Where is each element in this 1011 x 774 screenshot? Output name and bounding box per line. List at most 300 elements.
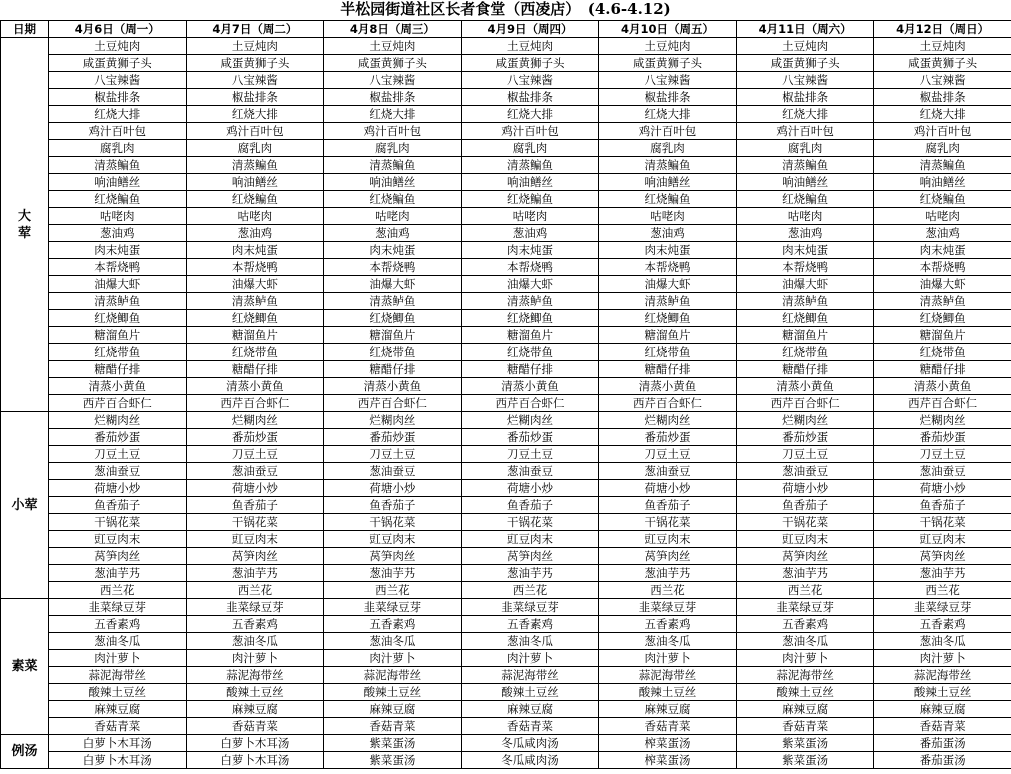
menu-cell: 豇豆肉末 bbox=[461, 531, 599, 548]
menu-cell: 葱油鸡 bbox=[599, 225, 737, 242]
menu-cell: 酸辣土豆丝 bbox=[599, 684, 737, 701]
menu-cell: 葱油鸡 bbox=[874, 225, 1011, 242]
menu-cell: 红烧鳊鱼 bbox=[186, 191, 324, 208]
menu-cell: 红烧带鱼 bbox=[874, 344, 1011, 361]
menu-cell: 番茄炒蛋 bbox=[461, 429, 599, 446]
menu-cell: 八宝辣酱 bbox=[324, 72, 462, 89]
menu-cell: 香菇青菜 bbox=[461, 718, 599, 735]
menu-cell: 咸蛋黄狮子头 bbox=[186, 55, 324, 72]
menu-cell: 葱油鸡 bbox=[324, 225, 462, 242]
menu-cell: 土豆炖肉 bbox=[599, 38, 737, 55]
menu-cell: 红烧鳊鱼 bbox=[874, 191, 1011, 208]
table-row bbox=[1, 480, 1011, 497]
table-row bbox=[1, 446, 1011, 463]
menu-cell: 麻辣豆腐 bbox=[461, 701, 599, 718]
table-row bbox=[1, 633, 1011, 650]
menu-cell: 糖醋仔排 bbox=[736, 361, 874, 378]
menu-cell: 西芹百合虾仁 bbox=[736, 395, 874, 412]
menu-cell: 豇豆肉末 bbox=[599, 531, 737, 548]
menu-cell: 腐乳肉 bbox=[599, 140, 737, 157]
menu-cell: 鱼香茄子 bbox=[186, 497, 324, 514]
menu-cell: 香菇青菜 bbox=[599, 718, 737, 735]
menu-cell: 莴笋肉丝 bbox=[49, 548, 187, 565]
menu-cell: 香菇青菜 bbox=[186, 718, 324, 735]
menu-cell: 响油鳝丝 bbox=[874, 174, 1011, 191]
menu-cell: 咕咾肉 bbox=[599, 208, 737, 225]
menu-cell: 鱼香茄子 bbox=[874, 497, 1011, 514]
menu-cell: 葱油冬瓜 bbox=[49, 633, 187, 650]
menu-cell: 酸辣土豆丝 bbox=[874, 684, 1011, 701]
menu-cell: 清蒸小黄鱼 bbox=[599, 378, 737, 395]
menu-cell: 荷塘小炒 bbox=[874, 480, 1011, 497]
menu-cell: 腐乳肉 bbox=[736, 140, 874, 157]
menu-cell: 红烧大排 bbox=[324, 106, 462, 123]
menu-cell: 麻辣豆腐 bbox=[874, 701, 1011, 718]
menu-cell: 腐乳肉 bbox=[324, 140, 462, 157]
menu-cell: 烂糊肉丝 bbox=[599, 412, 737, 429]
menu-cell: 鸡汁百叶包 bbox=[461, 123, 599, 140]
menu-cell: 红烧大排 bbox=[461, 106, 599, 123]
table-row bbox=[1, 225, 1011, 242]
table-row bbox=[1, 667, 1011, 684]
menu-cell: 土豆炖肉 bbox=[461, 38, 599, 55]
menu-cell: 五香素鸡 bbox=[599, 616, 737, 633]
menu-cell: 清蒸鳊鱼 bbox=[874, 157, 1011, 174]
menu-cell: 烂糊肉丝 bbox=[736, 412, 874, 429]
menu-body bbox=[1, 38, 1011, 769]
table-row bbox=[1, 395, 1011, 412]
menu-cell: 莴笋肉丝 bbox=[324, 548, 462, 565]
table-row bbox=[1, 361, 1011, 378]
menu-cell: 韭菜绿豆芽 bbox=[324, 599, 462, 616]
table-row bbox=[1, 106, 1011, 123]
menu-cell: 榨菜蛋汤 bbox=[599, 752, 737, 769]
menu-cell: 咸蛋黄狮子头 bbox=[461, 55, 599, 72]
menu-cell: 糖醋仔排 bbox=[599, 361, 737, 378]
menu-cell: 鱼香茄子 bbox=[49, 497, 187, 514]
menu-cell: 红烧鲫鱼 bbox=[186, 310, 324, 327]
menu-cell: 鱼香茄子 bbox=[599, 497, 737, 514]
menu-cell: 咕咾肉 bbox=[874, 208, 1011, 225]
menu-cell: 肉汁萝卜 bbox=[736, 650, 874, 667]
table-row bbox=[1, 344, 1011, 361]
menu-cell: 香菇青菜 bbox=[324, 718, 462, 735]
menu-cell: 肉末炖蛋 bbox=[736, 242, 874, 259]
menu-cell: 酸辣土豆丝 bbox=[49, 684, 187, 701]
table-row bbox=[1, 735, 1011, 752]
menu-cell: 肉汁萝卜 bbox=[324, 650, 462, 667]
category-label: 例汤 bbox=[1, 735, 49, 769]
menu-cell: 腐乳肉 bbox=[186, 140, 324, 157]
menu-cell: 椒盐排条 bbox=[461, 89, 599, 106]
menu-cell: 清蒸小黄鱼 bbox=[324, 378, 462, 395]
day-column-header: 4月7日（周二） bbox=[186, 21, 324, 38]
header-row bbox=[1, 21, 1011, 38]
menu-cell: 清蒸鳊鱼 bbox=[49, 157, 187, 174]
table-row bbox=[1, 55, 1011, 72]
menu-cell: 响油鳝丝 bbox=[736, 174, 874, 191]
menu-cell: 土豆炖肉 bbox=[186, 38, 324, 55]
menu-cell: 香菇青菜 bbox=[49, 718, 187, 735]
menu-cell: 葱油蚕豆 bbox=[49, 463, 187, 480]
menu-cell: 葱油蚕豆 bbox=[874, 463, 1011, 480]
menu-cell: 八宝辣酱 bbox=[736, 72, 874, 89]
page-title: 半松园街道社区长者食堂（西凌店） (4.6-4.12) bbox=[340, 0, 671, 18]
menu-cell: 椒盐排条 bbox=[49, 89, 187, 106]
table-row bbox=[1, 276, 1011, 293]
menu-cell: 八宝辣酱 bbox=[186, 72, 324, 89]
menu-cell: 咸蛋黄狮子头 bbox=[599, 55, 737, 72]
menu-cell: 葱油鸡 bbox=[736, 225, 874, 242]
menu-cell: 白萝卜木耳汤 bbox=[186, 735, 324, 752]
menu-cell: 西兰花 bbox=[49, 582, 187, 599]
menu-cell: 番茄蛋汤 bbox=[874, 752, 1011, 769]
menu-cell: 糖醋仔排 bbox=[324, 361, 462, 378]
day-column-header: 4月11日（周六） bbox=[736, 21, 874, 38]
menu-cell: 刀豆土豆 bbox=[874, 446, 1011, 463]
table-row bbox=[1, 242, 1011, 259]
menu-cell: 榨菜蛋汤 bbox=[599, 735, 737, 752]
menu-cell: 肉末炖蛋 bbox=[324, 242, 462, 259]
table-row bbox=[1, 174, 1011, 191]
table-row bbox=[1, 140, 1011, 157]
menu-cell: 土豆炖肉 bbox=[874, 38, 1011, 55]
menu-cell: 荷塘小炒 bbox=[324, 480, 462, 497]
menu-cell: 红烧鳊鱼 bbox=[461, 191, 599, 208]
menu-cell: 五香素鸡 bbox=[49, 616, 187, 633]
menu-cell: 糖醋仔排 bbox=[186, 361, 324, 378]
menu-cell: 清蒸鲈鱼 bbox=[324, 293, 462, 310]
menu-cell: 番茄炒蛋 bbox=[874, 429, 1011, 446]
menu-cell: 豇豆肉末 bbox=[874, 531, 1011, 548]
menu-cell: 鸡汁百叶包 bbox=[324, 123, 462, 140]
menu-cell: 八宝辣酱 bbox=[49, 72, 187, 89]
menu-cell: 麻辣豆腐 bbox=[736, 701, 874, 718]
menu-cell: 荷塘小炒 bbox=[599, 480, 737, 497]
menu-cell: 烂糊肉丝 bbox=[186, 412, 324, 429]
menu-cell: 腐乳肉 bbox=[49, 140, 187, 157]
table-row bbox=[1, 752, 1011, 769]
menu-cell: 西兰花 bbox=[599, 582, 737, 599]
menu-cell: 肉汁萝卜 bbox=[874, 650, 1011, 667]
menu-cell: 糖溜鱼片 bbox=[324, 327, 462, 344]
menu-cell: 鸡汁百叶包 bbox=[599, 123, 737, 140]
menu-cell: 红烧鲫鱼 bbox=[461, 310, 599, 327]
table-row bbox=[1, 208, 1011, 225]
menu-cell: 鱼香茄子 bbox=[736, 497, 874, 514]
menu-cell: 肉汁萝卜 bbox=[186, 650, 324, 667]
menu-cell: 西芹百合虾仁 bbox=[49, 395, 187, 412]
menu-cell: 酸辣土豆丝 bbox=[186, 684, 324, 701]
menu-cell: 红烧鳊鱼 bbox=[324, 191, 462, 208]
menu-cell: 麻辣豆腐 bbox=[49, 701, 187, 718]
menu-cell: 韭菜绿豆芽 bbox=[49, 599, 187, 616]
menu-cell: 紫菜蛋汤 bbox=[736, 752, 874, 769]
menu-cell: 咸蛋黄狮子头 bbox=[49, 55, 187, 72]
category-label: 素菜 bbox=[1, 599, 49, 735]
menu-cell: 红烧鳊鱼 bbox=[49, 191, 187, 208]
menu-cell: 葱油蚕豆 bbox=[599, 463, 737, 480]
menu-cell: 糖溜鱼片 bbox=[874, 327, 1011, 344]
table-row bbox=[1, 191, 1011, 208]
menu-cell: 油爆大虾 bbox=[736, 276, 874, 293]
menu-cell: 西兰花 bbox=[736, 582, 874, 599]
menu-cell: 蒜泥海带丝 bbox=[461, 667, 599, 684]
menu-cell: 本帮烧鸭 bbox=[874, 259, 1011, 276]
menu-cell: 番茄蛋汤 bbox=[874, 735, 1011, 752]
menu-cell: 本帮烧鸭 bbox=[599, 259, 737, 276]
menu-cell: 番茄炒蛋 bbox=[49, 429, 187, 446]
menu-cell: 番茄炒蛋 bbox=[186, 429, 324, 446]
menu-cell: 糖醋仔排 bbox=[874, 361, 1011, 378]
table-row bbox=[1, 157, 1011, 174]
menu-cell: 红烧鲫鱼 bbox=[324, 310, 462, 327]
menu-cell: 蒜泥海带丝 bbox=[186, 667, 324, 684]
menu-cell: 紫菜蛋汤 bbox=[324, 735, 462, 752]
menu-cell: 酸辣土豆丝 bbox=[736, 684, 874, 701]
menu-cell: 清蒸鲈鱼 bbox=[736, 293, 874, 310]
menu-cell: 葱油鸡 bbox=[49, 225, 187, 242]
menu-cell: 本帮烧鸭 bbox=[186, 259, 324, 276]
menu-cell: 紫菜蛋汤 bbox=[736, 735, 874, 752]
menu-cell: 八宝辣酱 bbox=[599, 72, 737, 89]
menu-cell: 刀豆土豆 bbox=[599, 446, 737, 463]
menu-cell: 土豆炖肉 bbox=[324, 38, 462, 55]
menu-cell: 西兰花 bbox=[874, 582, 1011, 599]
menu-cell: 清蒸鲈鱼 bbox=[599, 293, 737, 310]
menu-cell: 鱼香茄子 bbox=[461, 497, 599, 514]
menu-cell: 本帮烧鸭 bbox=[49, 259, 187, 276]
menu-cell: 荷塘小炒 bbox=[736, 480, 874, 497]
menu-cell: 西芹百合虾仁 bbox=[461, 395, 599, 412]
menu-cell: 香菇青菜 bbox=[874, 718, 1011, 735]
menu-cell: 葱油冬瓜 bbox=[461, 633, 599, 650]
menu-cell: 莴笋肉丝 bbox=[599, 548, 737, 565]
menu-cell: 肉末炖蛋 bbox=[874, 242, 1011, 259]
menu-cell: 豇豆肉末 bbox=[736, 531, 874, 548]
menu-cell: 肉汁萝卜 bbox=[49, 650, 187, 667]
table-row bbox=[1, 123, 1011, 140]
menu-cell: 干锅花菜 bbox=[736, 514, 874, 531]
menu-cell: 清蒸小黄鱼 bbox=[736, 378, 874, 395]
menu-cell: 韭菜绿豆芽 bbox=[874, 599, 1011, 616]
menu-cell: 糖醋仔排 bbox=[49, 361, 187, 378]
menu-cell: 肉末炖蛋 bbox=[186, 242, 324, 259]
menu-cell: 香菇青菜 bbox=[736, 718, 874, 735]
menu-cell: 腐乳肉 bbox=[874, 140, 1011, 157]
menu-cell: 紫菜蛋汤 bbox=[324, 752, 462, 769]
menu-cell: 鸡汁百叶包 bbox=[49, 123, 187, 140]
menu-cell: 葱油蚕豆 bbox=[186, 463, 324, 480]
menu-cell: 清蒸鳊鱼 bbox=[599, 157, 737, 174]
menu-cell: 五香素鸡 bbox=[461, 616, 599, 633]
table-row bbox=[1, 293, 1011, 310]
menu-cell: 清蒸鲈鱼 bbox=[461, 293, 599, 310]
menu-cell: 葱油冬瓜 bbox=[599, 633, 737, 650]
menu-cell: 红烧带鱼 bbox=[49, 344, 187, 361]
menu-cell: 白萝卜木耳汤 bbox=[49, 735, 187, 752]
day-column-header: 4月8日（周三） bbox=[324, 21, 462, 38]
menu-cell: 本帮烧鸭 bbox=[736, 259, 874, 276]
menu-cell: 烂糊肉丝 bbox=[874, 412, 1011, 429]
day-column-header: 4月6日（周一） bbox=[49, 21, 187, 38]
day-column-header: 4月10日（周五） bbox=[599, 21, 737, 38]
menu-cell: 椒盐排条 bbox=[324, 89, 462, 106]
menu-cell: 咕咾肉 bbox=[49, 208, 187, 225]
menu-cell: 酸辣土豆丝 bbox=[461, 684, 599, 701]
menu-cell: 清蒸鳊鱼 bbox=[461, 157, 599, 174]
menu-cell: 糖溜鱼片 bbox=[599, 327, 737, 344]
menu-cell: 豇豆肉末 bbox=[186, 531, 324, 548]
menu-cell: 西芹百合虾仁 bbox=[599, 395, 737, 412]
menu-cell: 番茄炒蛋 bbox=[736, 429, 874, 446]
menu-cell: 椒盐排条 bbox=[736, 89, 874, 106]
menu-cell: 五香素鸡 bbox=[186, 616, 324, 633]
menu-cell: 葱油芋艿 bbox=[599, 565, 737, 582]
menu-cell: 冬瓜咸肉汤 bbox=[461, 752, 599, 769]
menu-cell: 油爆大虾 bbox=[186, 276, 324, 293]
menu-cell: 葱油芋艿 bbox=[186, 565, 324, 582]
category-label: 大 荤 bbox=[1, 38, 49, 412]
menu-cell: 豇豆肉末 bbox=[49, 531, 187, 548]
menu-cell: 红烧大排 bbox=[599, 106, 737, 123]
menu-cell: 清蒸鳊鱼 bbox=[186, 157, 324, 174]
table-row bbox=[1, 310, 1011, 327]
menu-cell: 红烧鲫鱼 bbox=[599, 310, 737, 327]
menu-cell: 葱油蚕豆 bbox=[461, 463, 599, 480]
menu-cell: 麻辣豆腐 bbox=[324, 701, 462, 718]
menu-cell: 红烧鳊鱼 bbox=[736, 191, 874, 208]
menu-cell: 肉汁萝卜 bbox=[599, 650, 737, 667]
menu-cell: 肉末炖蛋 bbox=[49, 242, 187, 259]
menu-cell: 本帮烧鸭 bbox=[324, 259, 462, 276]
menu-cell: 鸡汁百叶包 bbox=[736, 123, 874, 140]
menu-cell: 油爆大虾 bbox=[874, 276, 1011, 293]
table-row bbox=[1, 38, 1011, 55]
table-row bbox=[1, 599, 1011, 616]
table-row bbox=[1, 531, 1011, 548]
menu-cell: 咸蛋黄狮子头 bbox=[324, 55, 462, 72]
menu-cell: 红烧大排 bbox=[186, 106, 324, 123]
table-row bbox=[1, 463, 1011, 480]
menu-cell: 荷塘小炒 bbox=[49, 480, 187, 497]
menu-cell: 莴笋肉丝 bbox=[874, 548, 1011, 565]
menu-cell: 西兰花 bbox=[461, 582, 599, 599]
table-row bbox=[1, 718, 1011, 735]
menu-cell: 西芹百合虾仁 bbox=[874, 395, 1011, 412]
menu-cell: 葱油芋艿 bbox=[874, 565, 1011, 582]
menu-cell: 干锅花菜 bbox=[186, 514, 324, 531]
menu-cell: 八宝辣酱 bbox=[461, 72, 599, 89]
menu-cell: 刀豆土豆 bbox=[461, 446, 599, 463]
menu-cell: 糖溜鱼片 bbox=[49, 327, 187, 344]
menu-cell: 莴笋肉丝 bbox=[736, 548, 874, 565]
menu-cell: 咸蛋黄狮子头 bbox=[736, 55, 874, 72]
menu-cell: 椒盐排条 bbox=[599, 89, 737, 106]
menu-cell: 红烧鲫鱼 bbox=[874, 310, 1011, 327]
menu-cell: 糖溜鱼片 bbox=[186, 327, 324, 344]
table-row bbox=[1, 701, 1011, 718]
menu-cell: 响油鳝丝 bbox=[186, 174, 324, 191]
menu-cell: 麻辣豆腐 bbox=[599, 701, 737, 718]
menu-cell: 刀豆土豆 bbox=[736, 446, 874, 463]
menu-cell: 烂糊肉丝 bbox=[461, 412, 599, 429]
day-column-header: 4月9日（周四） bbox=[461, 21, 599, 38]
menu-cell: 白萝卜木耳汤 bbox=[49, 752, 187, 769]
menu-cell: 红烧大排 bbox=[736, 106, 874, 123]
table-row bbox=[1, 650, 1011, 667]
menu-cell: 椒盐排条 bbox=[874, 89, 1011, 106]
menu-cell: 蒜泥海带丝 bbox=[324, 667, 462, 684]
menu-cell: 响油鳝丝 bbox=[324, 174, 462, 191]
table-row bbox=[1, 72, 1011, 89]
table-row bbox=[1, 259, 1011, 276]
menu-cell: 糖溜鱼片 bbox=[736, 327, 874, 344]
menu-cell: 葱油芋艿 bbox=[736, 565, 874, 582]
menu-cell: 鸡汁百叶包 bbox=[186, 123, 324, 140]
menu-cell: 五香素鸡 bbox=[874, 616, 1011, 633]
menu-cell: 干锅花菜 bbox=[461, 514, 599, 531]
menu-cell: 韭菜绿豆芽 bbox=[599, 599, 737, 616]
menu-cell: 咸蛋黄狮子头 bbox=[874, 55, 1011, 72]
menu-cell: 葱油鸡 bbox=[461, 225, 599, 242]
menu-cell: 土豆炖肉 bbox=[49, 38, 187, 55]
menu-cell: 韭菜绿豆芽 bbox=[736, 599, 874, 616]
menu-cell: 烂糊肉丝 bbox=[49, 412, 187, 429]
table-row bbox=[1, 497, 1011, 514]
menu-cell: 干锅花菜 bbox=[599, 514, 737, 531]
menu-cell: 清蒸鳊鱼 bbox=[324, 157, 462, 174]
menu-cell: 葱油芋艿 bbox=[324, 565, 462, 582]
menu-cell: 糖醋仔排 bbox=[461, 361, 599, 378]
menu-cell: 红烧带鱼 bbox=[186, 344, 324, 361]
menu-cell: 响油鳝丝 bbox=[49, 174, 187, 191]
table-row bbox=[1, 582, 1011, 599]
menu-table bbox=[0, 20, 1011, 769]
menu-cell: 清蒸鲈鱼 bbox=[186, 293, 324, 310]
menu-cell: 红烧带鱼 bbox=[736, 344, 874, 361]
menu-cell: 红烧鲫鱼 bbox=[736, 310, 874, 327]
menu-cell: 咕咾肉 bbox=[186, 208, 324, 225]
menu-cell: 番茄炒蛋 bbox=[599, 429, 737, 446]
menu-cell: 刀豆土豆 bbox=[324, 446, 462, 463]
menu-cell: 咕咾肉 bbox=[736, 208, 874, 225]
menu-cell: 咕咾肉 bbox=[461, 208, 599, 225]
menu-cell: 糖溜鱼片 bbox=[461, 327, 599, 344]
menu-cell: 荷塘小炒 bbox=[186, 480, 324, 497]
menu-cell: 土豆炖肉 bbox=[736, 38, 874, 55]
menu-cell: 八宝辣酱 bbox=[874, 72, 1011, 89]
menu-cell: 鱼香茄子 bbox=[324, 497, 462, 514]
table-row bbox=[1, 378, 1011, 395]
menu-cell: 肉末炖蛋 bbox=[461, 242, 599, 259]
table-row bbox=[1, 565, 1011, 582]
menu-cell: 红烧带鱼 bbox=[599, 344, 737, 361]
menu-cell: 响油鳝丝 bbox=[461, 174, 599, 191]
menu-cell: 五香素鸡 bbox=[324, 616, 462, 633]
menu-cell: 荷塘小炒 bbox=[461, 480, 599, 497]
menu-cell: 红烧大排 bbox=[49, 106, 187, 123]
menu-cell: 油爆大虾 bbox=[461, 276, 599, 293]
table-row bbox=[1, 684, 1011, 701]
menu-cell: 红烧带鱼 bbox=[461, 344, 599, 361]
menu-cell: 油爆大虾 bbox=[324, 276, 462, 293]
menu-cell: 清蒸小黄鱼 bbox=[874, 378, 1011, 395]
menu-cell: 葱油芋艿 bbox=[461, 565, 599, 582]
menu-cell: 麻辣豆腐 bbox=[186, 701, 324, 718]
menu-cell: 豇豆肉末 bbox=[324, 531, 462, 548]
menu-cell: 西芹百合虾仁 bbox=[324, 395, 462, 412]
